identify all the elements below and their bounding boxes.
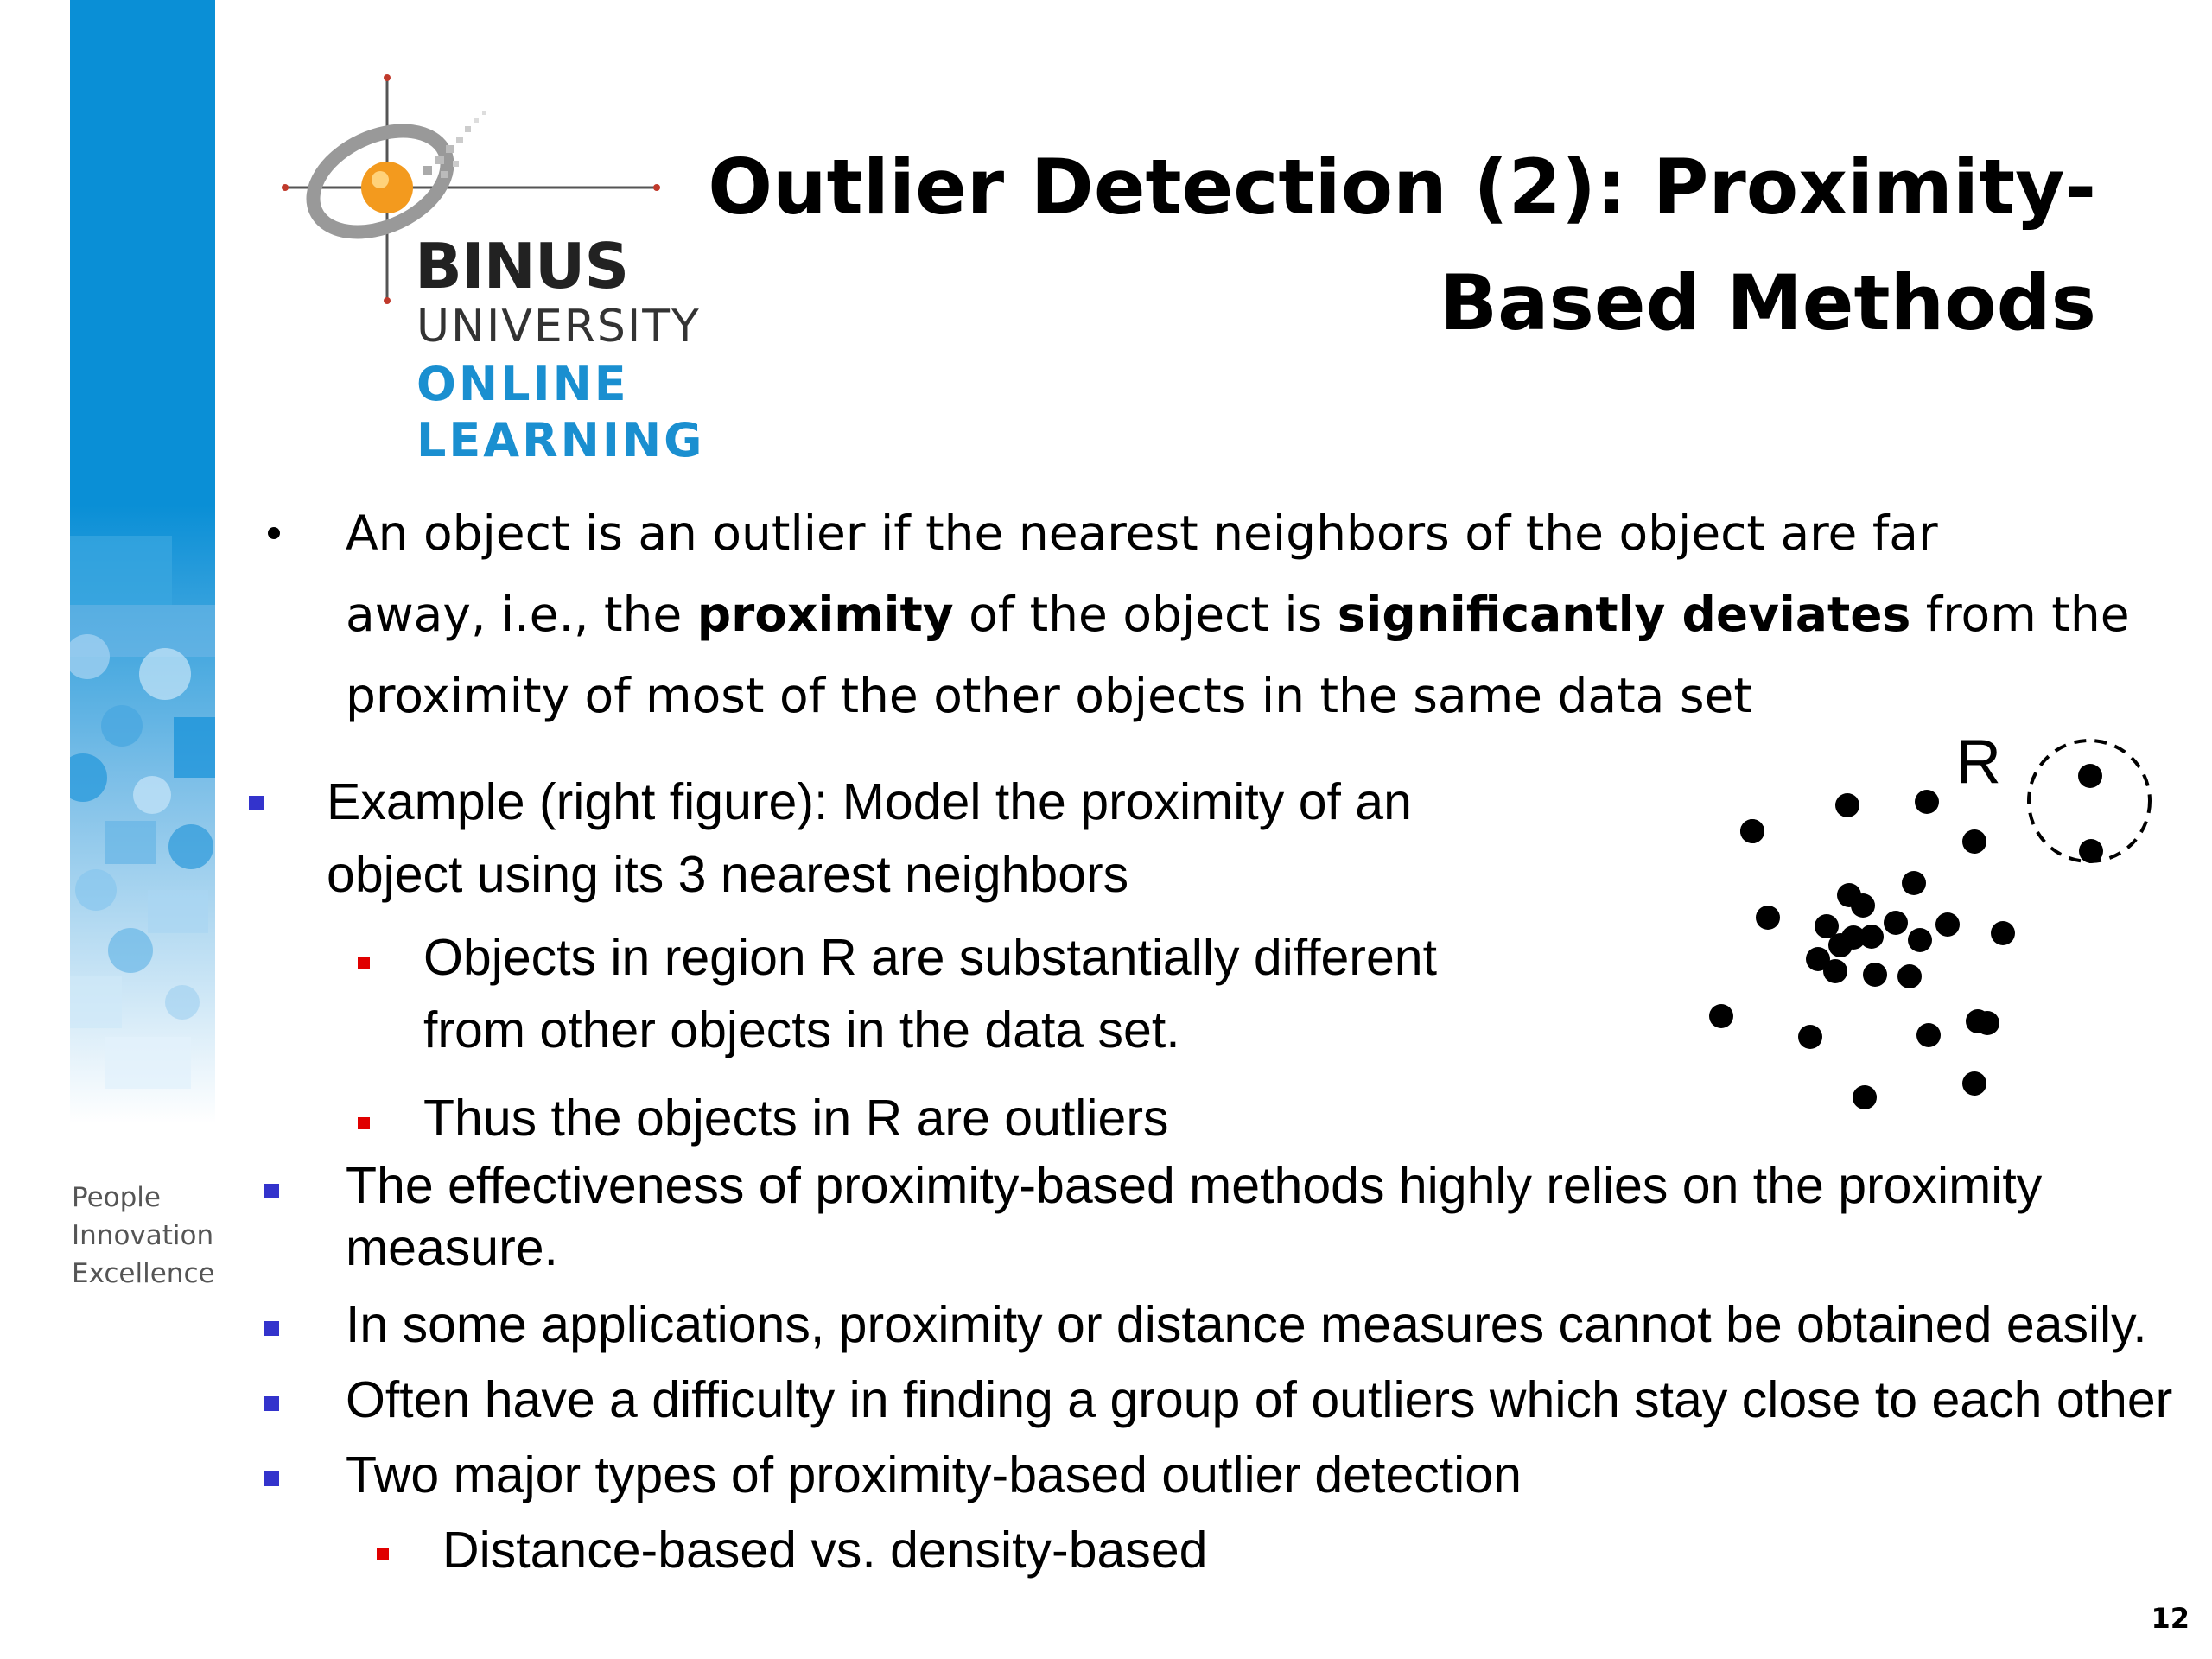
point-difficulty: Often have a difficulty in finding a group of outliers which stay close to each other (346, 1371, 2173, 1428)
tagline-line: People (72, 1182, 161, 1213)
data-point (1975, 1011, 1999, 1035)
data-point (1740, 819, 1764, 843)
data-points (1709, 764, 2103, 1109)
data-point (1897, 964, 1922, 988)
point-types-sub: Distance-based vs. density-based (442, 1522, 1208, 1579)
example-sub2: Thus the objects in R are outliers (423, 1090, 1169, 1147)
logo-learning-text: LEARNING (416, 413, 705, 467)
tagline-line: Excellence (72, 1258, 215, 1289)
bullet-definition (346, 493, 2130, 736)
bullet-icon (268, 527, 280, 539)
square-bullet-icon (358, 1117, 370, 1129)
definition-line2 (346, 574, 2130, 655)
logo-binus-text: BINUS (415, 230, 629, 302)
definition-bold-deviates: significantly deviates (1337, 587, 1911, 642)
definition-text: of the object is (953, 587, 1338, 642)
data-point (1936, 912, 1960, 937)
data-point (1851, 893, 1875, 918)
outlier-point (2079, 839, 2103, 863)
data-point (1915, 790, 1939, 814)
data-point (1798, 1025, 1822, 1049)
example-sub1 (423, 921, 1437, 1066)
example-line2: object using its 3 nearest neighbors (327, 846, 1129, 903)
definition-line1: An object is an outlier if the nearest neighbors of the object are far (346, 505, 1938, 561)
data-point (1823, 959, 1847, 983)
region-r-label: R (1956, 728, 2001, 797)
data-point (1991, 921, 2015, 945)
left-decorative-strip (70, 0, 215, 1123)
data-point (1908, 928, 1932, 952)
data-point (1962, 830, 1986, 854)
tagline (72, 1179, 215, 1293)
point-effectiveness-line2: measure. (346, 1219, 558, 1276)
example-sub1-line2: from other objects in the data set. (423, 1001, 1180, 1058)
square-bullet-icon (264, 1184, 279, 1198)
example-text (327, 766, 1412, 911)
logo-online-text: ONLINE (416, 357, 629, 411)
definition-line3: proximity of most of the other objects in the same data set (346, 668, 1752, 723)
data-point (1709, 1004, 1733, 1028)
square-bullet-icon (377, 1548, 389, 1560)
slide-title-line1: Outlier Detection (2): Proximity- (708, 143, 2096, 232)
square-bullet-icon (264, 1396, 279, 1411)
point-effectiveness (346, 1154, 2042, 1279)
data-point (1756, 906, 1780, 930)
example-line1: Example (right figure): Model the proximity of an (327, 773, 1412, 830)
strip-pattern (70, 0, 215, 1123)
point-effectiveness-line1: The effectiveness of proximity-based methods highly relies on the proximity (346, 1157, 2043, 1214)
square-bullet-icon (264, 1471, 279, 1486)
outlier-point (2078, 764, 2102, 788)
example-sub1-line1: Objects in region R are substantially different (423, 929, 1437, 986)
square-bullet-icon (358, 957, 370, 969)
binus-logo (276, 69, 709, 475)
data-point (1859, 925, 1884, 949)
square-bullet-icon (249, 796, 264, 810)
data-point (1902, 871, 1926, 895)
slide-title (696, 130, 2096, 361)
definition-text: away, i.e., the (346, 587, 697, 642)
data-point (1835, 793, 1859, 817)
data-point (1853, 1085, 1877, 1109)
point-applications: In some applications, proximity or distance measures cannot be obtained easily. (346, 1296, 2147, 1353)
point-types: Two major types of proximity-based outlier detection (346, 1446, 1522, 1503)
outlier-figure (1616, 726, 2169, 1141)
logo-university-text: UNIVERSITY (416, 301, 701, 353)
data-point (1828, 933, 1853, 957)
square-bullet-icon (264, 1321, 279, 1336)
definition-text: from the (1910, 587, 2130, 642)
tagline-line: Innovation (72, 1220, 214, 1251)
data-point (1962, 1071, 1986, 1096)
slide-number: 12 (2151, 1602, 2190, 1635)
slide-title-line2: Based Methods (1440, 258, 2096, 347)
data-point (1916, 1023, 1941, 1047)
data-point (1863, 963, 1887, 987)
definition-bold-proximity: proximity (696, 587, 954, 642)
data-point (1884, 911, 1908, 935)
